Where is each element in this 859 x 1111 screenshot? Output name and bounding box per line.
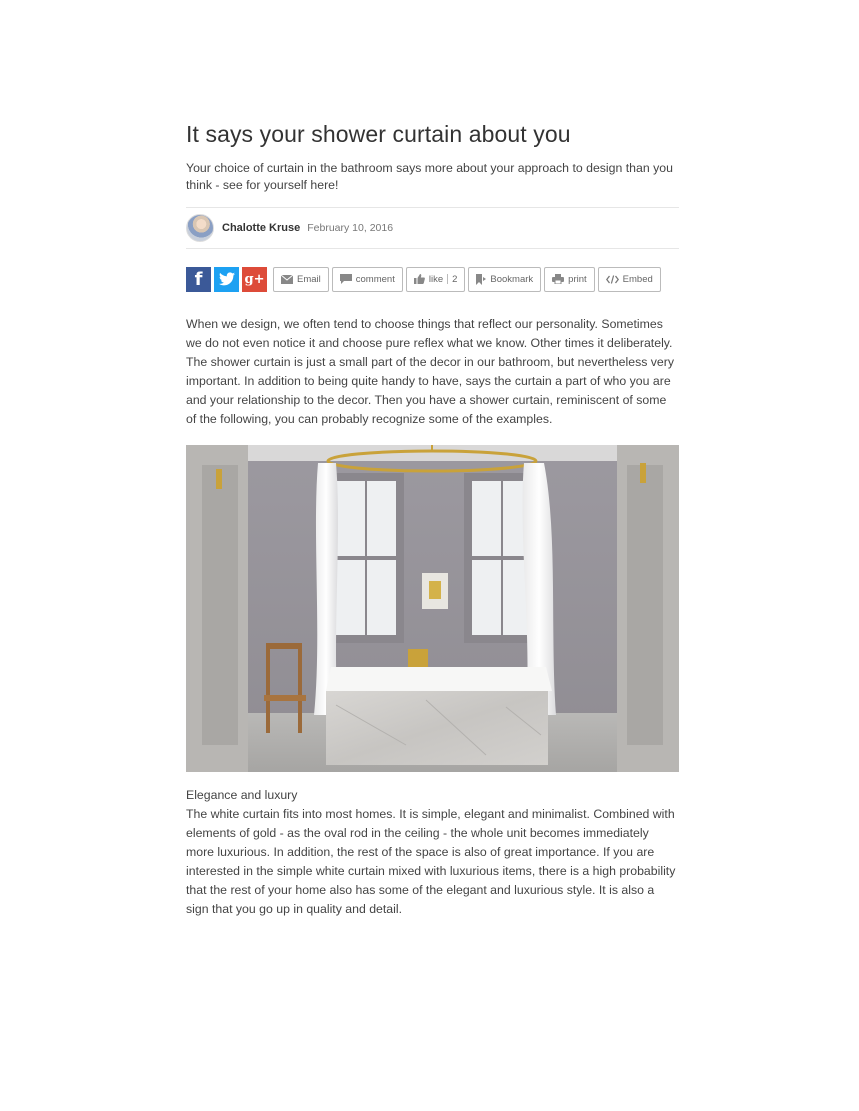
embed-label: Embed [622,273,653,285]
article-title: It says your shower curtain about you [186,121,571,147]
comment-label: comment [355,273,395,285]
divider [186,248,679,249]
article-paragraph: When we design, we often tend to choose things that reflect our personality. Sometimes we do not even notice it and choose pure reflex what we know. Other times it deliberately. The shower curtain is just a small part of the decor in our bathroom, but nevertheless very important. In addition to being quite handy to have, says the curtain a part of who you are and your relationship to the decor. Then you have a shower curtain, reminiscent of some of the following, you can probably recognize some of the examples. [186,317,675,426]
like-count: 2 [452,273,458,285]
email-label: Email [297,273,321,285]
twitter-bird-icon [219,272,235,286]
google-plus-icon: g+ [244,271,265,287]
google-plus-share-button[interactable] [242,267,267,292]
share-bar [186,266,679,292]
facebook-icon: f [194,268,203,290]
print-label: print [568,273,587,285]
bathroom-photo [186,445,679,772]
article-paragraph: The white curtain fits into most homes. It is simple, elegant and minimalist. Combined with elements of gold - as the oval rod in the ceiling - the whole unit becomes immediately more luxurious. In addition, the rest of the space is also of great importance. If you are interested in the simple white curtain mixed with luxurious items, there is a high probability that the rest of your home also has some of the elegant and luxurious style. It is also a sign that you go up in quality and detail. [186,807,676,916]
like-separator [447,274,448,284]
thumbs-up-icon [414,274,425,284]
email-button[interactable] [273,267,329,292]
article-body [186,315,679,429]
publish-date: February 10, 2016 [307,222,394,234]
like-label: like [428,273,444,285]
article [186,118,679,919]
embed-button[interactable] [598,267,661,292]
section-heading: Elegance and luxury [186,788,298,802]
bookmark-button[interactable] [468,267,541,292]
byline [186,208,679,248]
article-lead: Your choice of curtain in the bathroom says more about your approach to design than you think - see for yourself here! [186,161,673,192]
print-button[interactable] [544,267,594,292]
like-button[interactable] [406,267,466,292]
code-icon [606,275,619,284]
author-avatar[interactable] [186,214,214,242]
comment-button[interactable] [332,267,403,292]
envelope-icon [281,275,293,284]
author-name[interactable]: Chalotte Kruse [222,222,301,234]
twitter-share-button[interactable] [214,267,239,292]
bookmark-icon [476,274,486,285]
speech-bubble-icon [340,274,352,284]
printer-icon [552,274,564,284]
facebook-share-button[interactable] [186,267,211,292]
bookmark-label: Bookmark [490,273,534,285]
